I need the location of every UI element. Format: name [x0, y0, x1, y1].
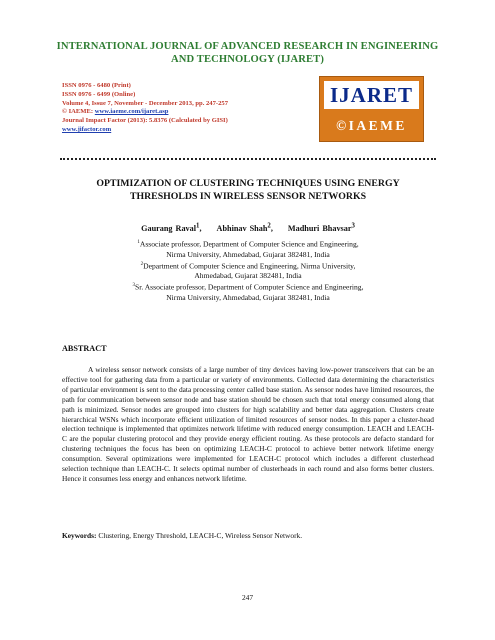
author-3: Madhuri Bhavsar$^3$ [287, 222, 355, 233]
keywords-text: Clustering, Energy Threshold, LEACH-C, Wireless Sensor Network. [96, 531, 303, 540]
paper-title-line1: OPTIMIZATION OF CLUSTERING TECHNIQUES USING ENERGY [96, 178, 400, 189]
ijaret-logo [319, 76, 424, 142]
affiliation-1: $^1$Associate professor, Department of Computer Science and Engineering, Nirma University, Ahmedabad, Gujarat 382481, India [137, 239, 359, 259]
iaeme-link[interactable]: www.iaeme.com/ijaret.asp [94, 108, 169, 116]
impact-factor: Journal Impact Factor (2013): 5.8376 (Calculated by GISI) [62, 117, 228, 125]
volume-info: Volume 4, Issue 7, November - December 2013, pp. 247-257 [62, 99, 228, 107]
paper-title [60, 178, 436, 203]
authors-line [60, 220, 436, 234]
journal-info-block [62, 82, 312, 135]
logo-ijaret-text: IJARET [323, 80, 420, 110]
jifactor-link[interactable]: www.jifactor.com [62, 125, 112, 133]
iaeme-line [62, 108, 312, 117]
keywords [62, 531, 434, 541]
paper-title-line2: THRESHOLDS IN WIRELESS SENSOR NETWORKS [129, 190, 367, 202]
iaeme-prefix: © IAEME: [62, 108, 95, 116]
abstract-body: A wireless sensor network consists of a large number of tiny devices having low-power transceivers that can be an effective tool for gathering data from a particular or variety of environments. Collected data determining the characteristics of particular environment is sent to the data processing center called base station. As sensor nodes have limited resources, the path for communication between sensor node and base station should be chosen such that total energy consumed along that path is minimized. Sensor nodes are grouped into clusters for high scalability and better data aggregation. Clusters create hierarchical WSNs which incorporate efficient utilization of limited resources of sensor nodes. In this paper a cluster-head election technique is implemented that optimizes network lifetime with reduced energy consumption. LEACH and LEACH-C are the popular clustering protocol and they provide energy efficient routing. As these protocols are defacto standard for clustering techniques the focus has been on optimizing LEACH-C protocol to achieve better network lifetime energy consumption. Several optimizations were implemented for LEACH-C protocol which includes a different clusterhead selection technique than LEACH-C. It selects optimal number of clusterheads in each round and also forms better clusters. Hence it consumes less energy and enhances network lifetime. [62, 365, 434, 483]
affiliation-3: $^3$Sr. Associate professor, Department of Computer Science and Engineering, Nirma University, Ahmedabad, Gujarat 382481, India [132, 282, 364, 302]
issn-print: ISSN 0976 - 6480 (Print) [62, 82, 131, 89]
journal-title-line2: AND TECHNOLOGY (IJARET) [171, 54, 324, 65]
page-number: 247 [241, 593, 254, 602]
journal-title [40, 40, 455, 66]
abstract-heading: ABSTRACT [62, 344, 107, 353]
issn-online: ISSN 0976 - 6499 (Online) [62, 90, 136, 98]
author-1: Gaurang Raval$^1$, [141, 222, 202, 233]
affiliation-2: $^2$Department of Computer Science and Engineering, Nirma University, Ahmedabad, Gujarat 382481, India [140, 261, 356, 281]
journal-title-line1: INTERNATIONAL JOURNAL OF ADVANCED RESEARCH IN ENGINEERING [56, 41, 439, 52]
author-2: Abhinav Shah$^2$, [216, 222, 273, 233]
keywords-label: Keywords: [62, 531, 97, 540]
logo-iaeme-text: ©IAEME [336, 118, 407, 133]
header-divider [60, 158, 436, 160]
affiliations [60, 238, 436, 303]
